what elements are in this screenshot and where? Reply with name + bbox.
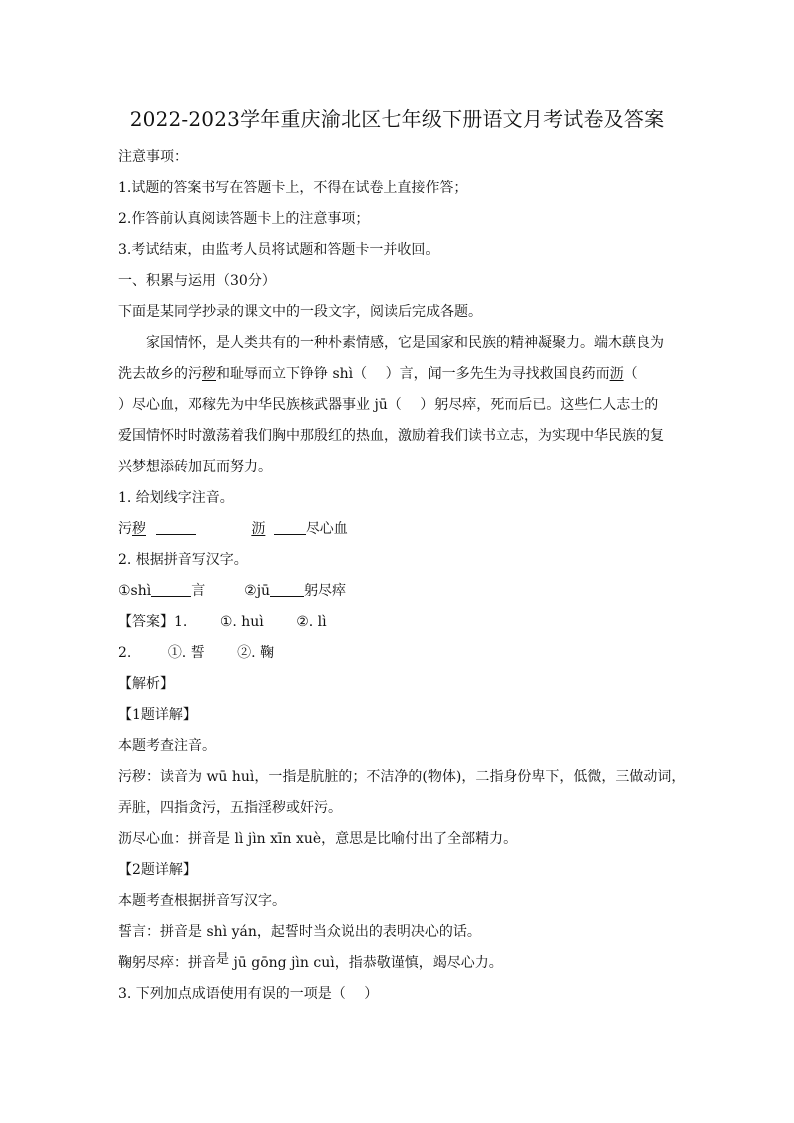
- underlined-char-li: 沥: [609, 366, 624, 382]
- answer-blank-2[interactable]: [274, 520, 306, 535]
- passage-line-2: 洗去故乡的污秽和耻辱而立下铮铮 shì（ ）言，闻一多先生为寻找救国良药而沥（: [118, 366, 638, 382]
- answer-blank-3[interactable]: [151, 582, 191, 597]
- reading-instruction: 下面是某同学抄录的课文中的一段文字，阅读后完成各题。: [118, 304, 482, 320]
- detail-2-line-1: 誓言：拼音是 shì yán，起誓时当众说出的表明决心的话。: [118, 924, 481, 940]
- detail-1-line-1: 污秽：读音为 wū huì，一指是肮脏的；不洁净的(物体)，二指身份卑下，低微，三做动词，: [118, 769, 686, 785]
- passage-line-5: 兴梦想添砖加瓦而努力。: [118, 459, 272, 475]
- notice-heading: 注意事项：: [118, 149, 188, 165]
- question-2-items: ①shì 言 ②jū 躬尽瘁: [118, 583, 347, 599]
- question-3-stem: 3. 下列加点成语使用有误的一项是（ ）: [118, 986, 379, 1002]
- detail-2-line-2: 鞠躬尽瘁：拼音是 jū gōng jìn cuì，指恭敬谨慎，竭尽心力。: [118, 952, 503, 971]
- question-2-stem: 2. 根据拼音写汉字。: [118, 552, 248, 568]
- answer-line-2: 2. ①. 誓 ②. 鞠: [118, 645, 275, 661]
- answer-line-1: 【答案】1. ①. huì ②. lì: [118, 614, 327, 630]
- answer-blank-4[interactable]: [270, 582, 304, 597]
- passage-line-3: ）尽心血，邓稼先为中华民族核武器事业 jū（ ）躬尽瘁，死而后已。这些仁人志士的: [118, 397, 659, 413]
- document-title: 2022-2023学年重庆渝北区七年级下册语文月考试卷及答案: [129, 107, 665, 131]
- question-1-stem: 1. 给划线字注音。: [118, 490, 234, 506]
- detail-2-label: 【2题详解】: [118, 862, 197, 878]
- answer-label: 【答案】: [118, 614, 174, 630]
- notice-item-3: 3.考试结束，由监考人员将试题和答题卡一并收回。: [118, 242, 440, 258]
- detail-1-line-3: 沥尽心血：拼音是 lì jìn xīn xuè，意思是比喻付出了全部精力。: [118, 831, 518, 847]
- detail-1-line-2: 弄脏，四指贪污，五指淫秽或奸污。: [118, 800, 342, 816]
- question-1-items: 污秽 沥 尽心血: [118, 521, 348, 537]
- detail-2-intro: 本题考查根据拼音写汉字。: [118, 893, 286, 909]
- detail-1-intro: 本题考查注音。: [118, 738, 216, 754]
- answer-blank-1[interactable]: [156, 520, 196, 535]
- section-heading: 一、积累与运用（30分）: [118, 273, 276, 289]
- notice-item-1: 1.试题的答案书写在答题卡上，不得在试卷上直接作答；: [118, 180, 468, 196]
- notice-item-2: 2.作答前认真阅读答题卡上的注意事项；: [118, 211, 370, 227]
- passage-line-1: 家国情怀，是人类共有的一种朴素情感，它是国家和民族的精神凝聚力。端木蕻良为: [146, 335, 664, 351]
- underlined-char-hui: 秽: [202, 366, 216, 382]
- detail-1-label: 【1题详解】: [118, 707, 197, 723]
- passage-line-4: 爱国情怀时时激荡着我们胸中那殷红的热血，激励着我们读书立志，为实现中华民族的复: [118, 428, 664, 444]
- analysis-label: 【解析】: [118, 676, 174, 692]
